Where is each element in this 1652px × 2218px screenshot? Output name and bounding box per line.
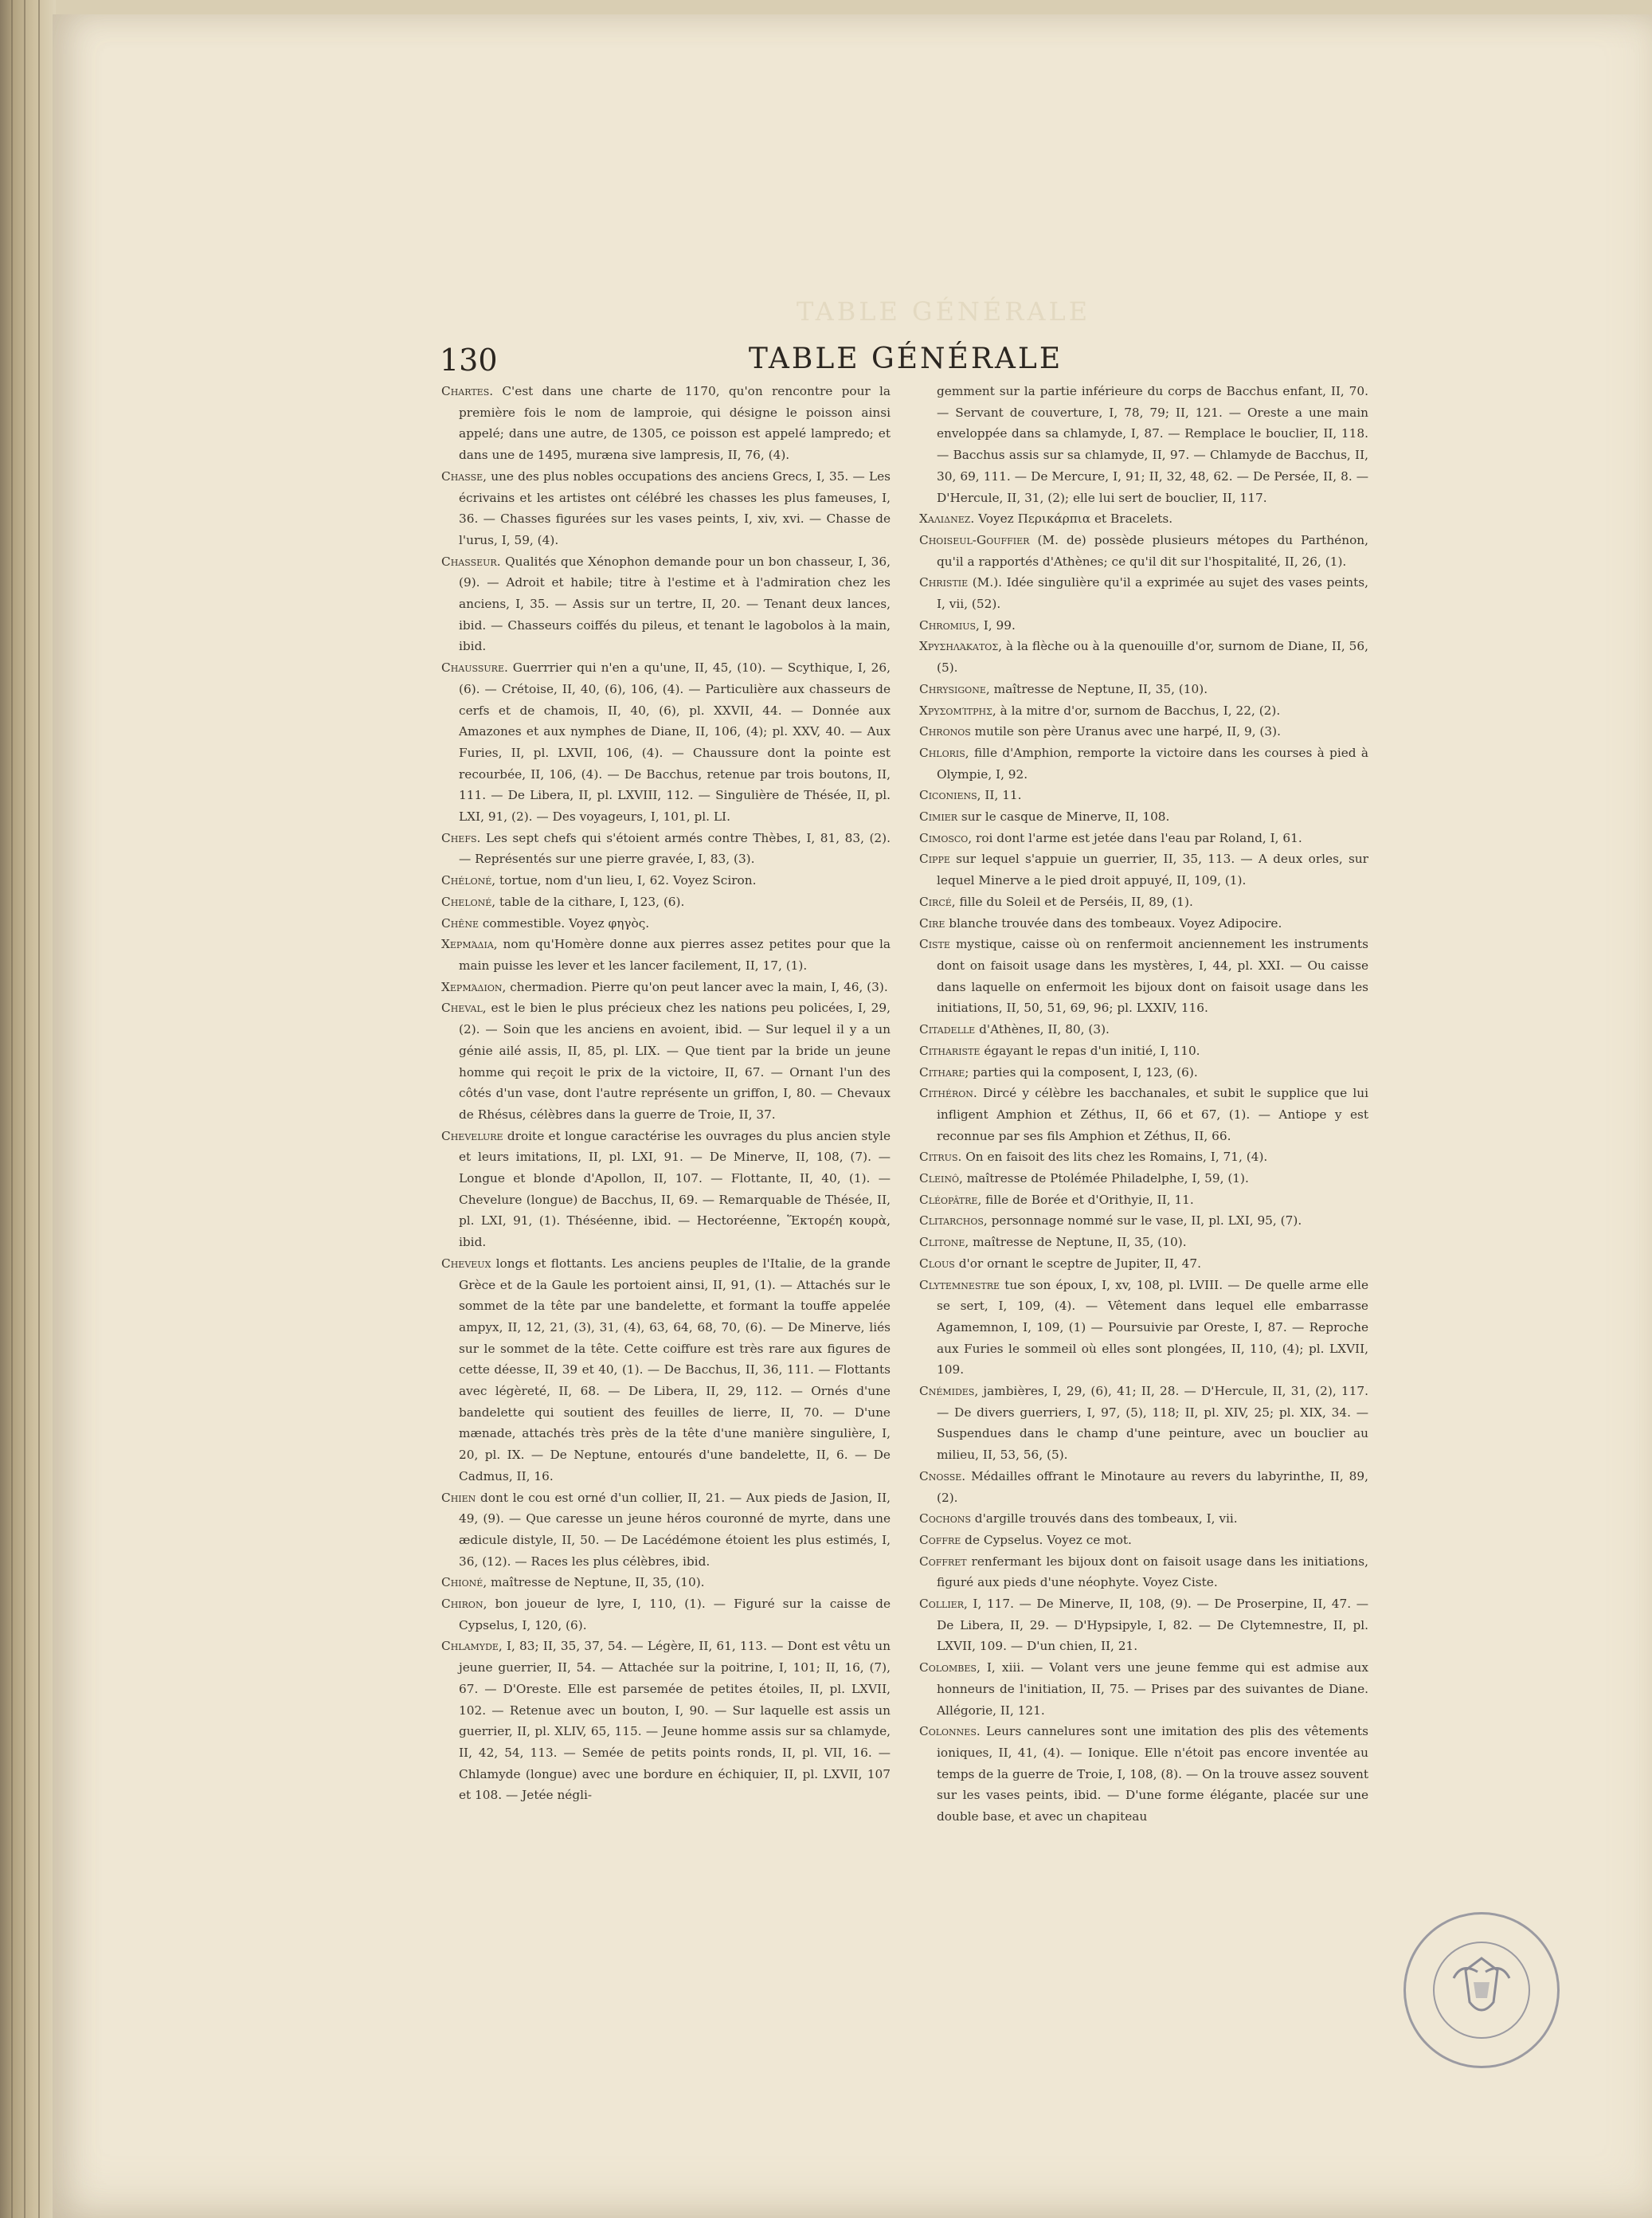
stamp-emblem-icon (1406, 1914, 1557, 2066)
index-entry (919, 1232, 1368, 1253)
index-headword: Chasseur. (441, 554, 501, 569)
index-entry (919, 530, 1368, 572)
index-entry (441, 828, 891, 870)
index-entry (919, 892, 1368, 913)
index-entry-text: C'est dans une charte de 1170, qu'on rencontre pour la première fois le nom de lamproie, qui désigne le poisson ainsi appelé; dans une autre, de 1305, ce poisson est appelé lampredo; et dans une de 1495, muræna sive lampresis, II, 76, (4). (459, 384, 891, 463)
index-entry (919, 1657, 1368, 1721)
index-entry-text: d'Athènes, II, 80, (3). (975, 1022, 1110, 1037)
index-entry (919, 1721, 1368, 1828)
index-entry-text: blanche trouvée dans des tombeaux. Voyez Adipocire. (945, 915, 1282, 931)
index-headword: Coffre (919, 1532, 961, 1547)
index-headword: Cimosco, (919, 830, 973, 845)
index-entry-text: sur lequel s'appuie un guerrier, II, 35, 113. — A deux orles, sur lequel Minerve a le pied droit appuyé, II, 109, (1). (937, 852, 1368, 888)
index-headword: Χαλιδνεζ. (919, 511, 975, 527)
index-headword: Cithare; (919, 1064, 969, 1080)
index-entry (919, 848, 1368, 891)
index-headword: Cimier (919, 809, 957, 825)
index-entry (919, 1083, 1368, 1146)
index-headword: Χρυσηλάκατος, (919, 639, 1002, 654)
index-headword: Collier, (919, 1597, 968, 1612)
index-entry (919, 679, 1368, 700)
index-entry-text: I, 99. (979, 617, 1016, 633)
index-entry (441, 934, 891, 976)
index-headword: Chioné, (441, 1575, 487, 1590)
index-entry (441, 657, 891, 828)
index-headword: Chartes. (441, 384, 494, 398)
index-entry (919, 1040, 1368, 1062)
index-headword: Clitone, (919, 1235, 969, 1250)
index-entry (441, 551, 891, 658)
index-headword: Cleinô, (919, 1171, 963, 1186)
index-entry-text: fille d'Amphion, remporte la victoire dans les courses à pied à Olympie, I, 92. (937, 745, 1368, 782)
index-headword: Cnémides, (919, 1384, 979, 1399)
index-entry-text: dont le cou est orné d'un collier, II, 21. — Aux pieds de Jasion, II, 49, (9). — Que caresse un jeune héros couronné de myrte, dans une ædicule distyle, II, 50. — De Lacédémone étoient les plus estimés, I, 36, (12). — Races les plus célèbres, ibid. (459, 1490, 891, 1569)
index-entry-text: I, xiii. — Volant vers une jeune femme qui est admise aux honneurs de l'initiation, II, 75. — Prises par des suivantes de Diane. Allégorie, II, 121. (937, 1660, 1368, 1718)
page-number: 130 (440, 343, 498, 378)
index-entry (441, 466, 891, 551)
index-entry (441, 1487, 891, 1573)
index-entry (441, 381, 891, 466)
running-title: TABLE GÉNÉRALE (748, 343, 1063, 375)
index-headword: Cnosse. (919, 1468, 966, 1483)
index-entry (919, 572, 1368, 614)
index-entry (919, 1275, 1368, 1381)
index-headword: Cheloné, (441, 894, 496, 909)
index-headword: Citrus. (919, 1150, 962, 1165)
book-spine-edge (0, 0, 56, 2218)
index-entry (441, 1593, 891, 1636)
index-entry (919, 1593, 1368, 1657)
index-entry-text: parties qui la composent, I, 123, (6). (969, 1064, 1198, 1080)
index-entry-text: On en faisoit des lits chez les Romains, I, 71, (4). (961, 1150, 1268, 1165)
index-entry (919, 508, 1368, 530)
index-entry (919, 700, 1368, 722)
index-entry-text: d'argille trouvés dans des tombeaux, I, vii. (970, 1511, 1238, 1526)
index-entry (441, 870, 891, 892)
index-entry-text: II, 11. (981, 788, 1022, 803)
index-entry-text: nom qu'Homère donne aux pierres assez petites pour que la main puisse les lever et les lancer facilement, II, 17, (1). (459, 937, 891, 973)
index-headword: Ciste (919, 937, 950, 952)
index-entry (919, 1146, 1368, 1168)
index-entry-text: maîtresse de Ptolémée Philadelphe, I, 59, (1). (962, 1171, 1249, 1186)
index-headword: Chiron, (441, 1597, 487, 1612)
index-entry-text: mutile son père Uranus avec une harpé, II, 9, (3). (970, 724, 1281, 739)
index-entry-text: personnage nommé sur le vase, II, pl. LXI, 95, (7). (987, 1213, 1302, 1229)
index-headword: Chaussure. (441, 660, 508, 676)
index-headword: Chronos (919, 724, 971, 739)
index-headword: Chêne (441, 915, 479, 931)
index-entry-text: une des plus nobles occupations des anciens Grecs, I, 35. — Les écrivains et les artistes ont célébré les chasses les plus fameuses, I, 36. — Chasses figurées sur les vases peints, I, xiv, xvi. — Chasse de l'urus, I, 59, (4). (459, 468, 891, 547)
index-entry-text: Leurs cannelures sont une imitation des plis des vêtements ioniques, II, 41, (4). — Ionique. Elle n'étoit pas encore inventée au temps de la guerre de Troie, I, 108, (8). — On la trouve assez souvent sur les vases peints, ibid. — D'une forme élégante, placée sur une double base, et avec un chapiteau (937, 1724, 1368, 1824)
index-entry-text: de Cypselus. Voyez ce mot. (961, 1532, 1132, 1547)
index-entry (919, 1062, 1368, 1084)
index-headword: Citharistе (919, 1043, 981, 1058)
index-headword: Christie (919, 575, 969, 590)
index-entry-text: maîtresse de Neptune, II, 35, (10). (487, 1575, 705, 1590)
index-entry (919, 1381, 1368, 1466)
index-entry-text: jambières, I, 29, (6), 41; II, 28. — D'Hercule, II, 31, (2), 117. — De divers guerriers, I, 97, (5), 118; II, pl. XIV, 25; pl. XIX, 34. — Suspendues dans le champ d'une peinture, avec un bouclier au milieu, II, 53, 56, (5). (937, 1384, 1368, 1463)
index-entry-text: Guerrrier qui n'en a qu'une, II, 45, (10). — Scythique, I, 26, (6). — Crétoise, II, 40, (6), 106, (4). — Particulière aux chasseurs de cerfs et de chamois, II, 40, (6), pl. XXVII, 44. — Donnée aux Amazones et aux nymphes de Diane, II, 106, (4); pl. XXV, 40. — Aux Furies, II, pl. LXVII, 106, (4). — Chaussure dont la pointe est recourbée, II, 106, (4). — De Bacchus, retenue par trois boutons, II, 111. — De Libera, II, pl. LXVIII, 112. — Singulière de Thésée, II, pl. LXI, 91, (2). — Des voyageurs, I, 101, pl. LI. (459, 660, 891, 825)
index-entry (441, 913, 891, 935)
index-entry-text: gemment sur la partie inférieure du corps de Bacchus enfant, II, 70. — Servant de couverture, I, 78, 79; II, 121. — Oreste a une main enveloppée dans sa chlamyde, I, 87. — Remplace le bouclier, II, 118. — Bacchus assis sur sa chlamyde, II, 97. — Chlamyde de Bacchus, II, 30, 69, 111. — De Mercure, I, 91; II, 32, 48, 62. — De Persée, II, 8. — D'Hercule, II, 31, (2); elle lui sert de bouclier, II, 117. (937, 384, 1368, 505)
bleed-through-text: TABLE GÉNÉRALE (797, 296, 1091, 327)
index-entry (919, 934, 1368, 1019)
index-headword: Chasse, (441, 468, 487, 484)
index-entry (919, 1530, 1368, 1551)
index-headword: Clitarchos, (919, 1213, 988, 1229)
index-entry-text: I, 83; II, 35, 37, 54. — Légère, II, 61, 113. — Dont est vêtu un jeune guerrier, II, 54. — Attachée sur la poitrine, I, 101; II, 16, (7), 67. — D'Oreste. Elle est parsemée de petites étoiles, II, pl. LXVII, 102. — Retenue avec un bouton, I, 90. — Sur laquelle est assis un guerrier, II, pl. XLIV, 65, 115. — Jeune homme assis sur sa chlamyde, II, 42, 54, 113. — Semée de petits points ronds, II, pl. VII, 16. — Chlamyde (longue) avec une bordure en échiquier, II, pl. LXVII, 107 et 108. — Jetée négli- (459, 1639, 891, 1803)
index-entry-text: égayant le repas d'un initié, I, 110. (980, 1043, 1200, 1058)
index-entry-text: tortue, nom d'un lieu, I, 62. Voyez Sciron. (495, 873, 757, 888)
index-entry-text: tue son époux, I, xv, 108, pl. LVIII. — De quelle arme elle se sert, I, 109, (4). — Vêtement dans lequel elle embarrasse Agamemnon, I, 109, (1) — Poursuivie par Oreste, I, 87. — Reproche aux Furies le sommeil où elles sont plongées, II, 110, (4); pl. LXVII, 109. (937, 1277, 1368, 1377)
index-entry (919, 913, 1368, 935)
index-entry-text: Médailles offrant le Minotaure au revers du labyrinthe, II, 89, (2). (937, 1468, 1368, 1505)
index-entry-text: fille du Soleil et de Perséis, II, 89, (1). (955, 894, 1193, 909)
index-entry (919, 1551, 1368, 1593)
index-column-left (441, 381, 891, 1806)
index-entry-text: roi dont l'arme est jetée dans l'eau par Roland, I, 61. (972, 830, 1302, 845)
index-headword: Cheval, (441, 1001, 487, 1016)
index-headword: Chrysigone, (919, 681, 990, 696)
index-entry (441, 1253, 891, 1487)
index-headword: Chefs. (441, 830, 481, 845)
index-entry-text: maîtresse de Neptune, II, 35, (10). (989, 681, 1208, 696)
index-entry-text: fille de Borée et d'Orithyie, II, 11. (981, 1192, 1194, 1207)
index-column-right (919, 381, 1368, 1828)
index-headword: Choiseul-Gouffier (919, 532, 1030, 547)
index-entry (919, 1189, 1368, 1211)
index-entry (919, 1168, 1368, 1189)
index-headword: Clous (919, 1256, 955, 1271)
index-entry-text: maîtresse de Neptune, II, 35, (10). (969, 1235, 1187, 1250)
index-entry-text: droite et longue caractérise les ouvrages du plus ancien style et leurs imitations, II, pl. LXI, 91. — De Minerve, II, 108, (7). — Longue et blonde d'Apollon, II, 107. — Flottante, II, 40, (1). — Chevelure (longue) de Bacchus, II, 69. — Remarquable de Thésée, II, pl. LXI, 91, (1). Théséenne, ibid. — Hectoréenne, Ἕκτορέη κουρὰ, ibid. (459, 1128, 891, 1250)
index-headword: Clytemnestre (919, 1277, 1000, 1292)
index-headword: Cire (919, 915, 945, 931)
index-entry (441, 997, 891, 1125)
index-headword: Cippe (919, 852, 950, 867)
index-entry (919, 806, 1368, 828)
index-headword: Chlamyde, (441, 1639, 503, 1654)
index-headword: Cléopâtre, (919, 1192, 982, 1207)
index-headword: Chien (441, 1490, 476, 1505)
index-entry-text: sur le casque de Minerve, II, 108. (957, 809, 1170, 825)
index-entry (919, 785, 1368, 806)
index-entry-text: Voyez Περικάρπια et Bracelets. (974, 511, 1173, 527)
index-entry (441, 977, 891, 998)
index-entry (919, 1466, 1368, 1508)
index-entry-text: mystique, caisse où on renfermoit anciennement les instruments dont on faisoit usage dans les mystères, I, 44, pl. XXI. — Ou caisse dans laquelle on enfermoit les bijoux dont on faisoit usage dans les initiations, II, 50, 51, 69, 96; pl. LXXIV, 116. (937, 937, 1368, 1016)
index-headword: Χερμάδιον, (441, 979, 507, 994)
index-entry (441, 1636, 891, 1806)
index-entry-text: (M. de) possède plusieurs métopes du Parthénon, qu'il a rapportés d'Athènes; ce qu'il dit sur l'hospitalité, II, 26, (1). (937, 532, 1368, 569)
museum-stamp (1403, 1912, 1560, 2068)
index-entry (919, 381, 1368, 508)
index-headword: Colonnes. (919, 1724, 981, 1739)
index-headword: Citadelle (919, 1022, 976, 1037)
index-entry (919, 1253, 1368, 1275)
index-entry-text: table de la cithare, I, 123, (6). (495, 894, 685, 909)
index-headword: Ciconiens, (919, 788, 981, 803)
index-entry (919, 1019, 1368, 1040)
index-headword: Cheveux (441, 1256, 491, 1271)
index-entry-text: Qualités que Xénophon demande pour un bon chasseur, I, 36, (9). — Adroit et habile; titre à l'estime et à l'admiration chez les anciens, I, 35. — Assis sur un tertre, II, 20. — Tenant deux lances, ibid. — Chasseurs coiffés du pileus, et tenant le lagobolos à la main, ibid. (459, 554, 891, 654)
index-entry (919, 1210, 1368, 1232)
index-entry (441, 892, 891, 913)
index-headword: Χερμάδια, (441, 937, 498, 952)
index-entry (919, 636, 1368, 678)
index-headword: Circé, (919, 894, 956, 909)
index-entry (441, 1572, 891, 1593)
index-entry (919, 615, 1368, 637)
index-headword: Chloris, (919, 745, 969, 760)
index-headword: Chéloné, (441, 873, 496, 888)
index-entry-text: Dircé y célèbre les bacchanales, et subit le supplice que lui infligent Amphion et Zéthus, II, 66 et 67, (1). — Antiope y est reconnue par ses fils Amphion et Zéthus, II, 66. (937, 1086, 1368, 1143)
index-entry-text: d'or ornant le sceptre de Jupiter, II, 47. (954, 1256, 1201, 1271)
index-entry-text: à la mitre d'or, surnom de Bacchus, I, 22, (2). (996, 703, 1281, 718)
index-entry-text: (M.). Idée singulière qu'il a exprimée au sujet des vases peints, I, vii, (52). (937, 575, 1368, 612)
index-headword: Colombes, (919, 1660, 981, 1675)
index-headword: Cithéron. (919, 1086, 977, 1101)
index-entry (441, 1126, 891, 1253)
index-entry-text: commestible. Voyez φηγὸς. (478, 915, 650, 931)
index-entry-text: chermadion. Pierre qu'on peut lancer avec la main, I, 46, (3). (506, 979, 888, 994)
index-entry-text: est le bien le plus précieux chez les nations peu policées, I, 29, (2). — Soin que les anciens en avoient, ibid. — Sur lequel il y a un génie ailé assis, II, 85, pl. LIX. — Que tient par la bride un jeune homme qui reçoit le prix de la victoire, II, 67. — Ornant l'un des côtés d'un vase, dont l'autre représente un griffon, I, 80. — Chevaux de Rhésus, célèbres dans la guerre de Troie, II, 37. (459, 1001, 891, 1122)
index-entry-text: renfermant les bijoux dont on faisoit usage dans les initiations, figuré aux pieds d'une néophyte. Voyez Ciste. (937, 1554, 1368, 1590)
index-entry-text: Les sept chefs qui s'étoient armés contre Thèbes, I, 81, 83, (2). — Représentés sur une pierre gravée, I, 83, (3). (459, 830, 891, 867)
index-entry (919, 721, 1368, 743)
index-entry (919, 828, 1368, 849)
index-headword: Chromius, (919, 617, 980, 633)
index-headword: Χρυσομίτρης, (919, 703, 996, 718)
index-entry-text: à la flèche ou à la quenouille d'or, surnom de Diane, II, 56, (5). (937, 639, 1368, 676)
index-entry (919, 1508, 1368, 1530)
index-entry-text: longs et flottants. Les anciens peuples de l'Italie, de la grande Grèce et de la Gaule les portoient ainsi, II, 91, (1). — Attachés sur le sommet de la tête par une bandelette, et formant la touffe appelée ampyx, II, 12, 21, (3), 31, (4), 63, 64, 68, 70, (6). — De Minerve, liés sur le sommet de la tête. Cette coiffure est très rare aux figures de cette déesse, II, 39 et 40, (1). — De Bacchus, II, 36, 111. — Flottants avec légèreté, II, 68. — De Libera, II, 29, 112. — Ornés d'une bandelette qui soutient des feuilles de lierre, II, 70. — D'une mænade, attachés très près de la tête d'une manière singulière, I, 20, pl. IX. — De Neptune, entourés d'une bandelette, II, 6. — De Cadmus, II, 16. (459, 1256, 891, 1483)
index-headword: Coffret (919, 1554, 967, 1569)
index-entry-text: I, 117. — De Minerve, II, 108, (9). — De Proserpine, II, 47. — De Libera, II, 29. — D'Hypsipyle, I, 82. — De Clytemnestre, II, pl. LXVII, 109. — D'un chien, II, 21. (937, 1597, 1368, 1654)
index-entry (919, 743, 1368, 785)
index-entry-text: bon joueur de lyre, I, 110, (1). — Figuré sur la caisse de Cypselus, I, 120, (6). (459, 1597, 891, 1632)
index-headword: Chevelure (441, 1128, 503, 1143)
index-headword: Cochons (919, 1511, 971, 1526)
